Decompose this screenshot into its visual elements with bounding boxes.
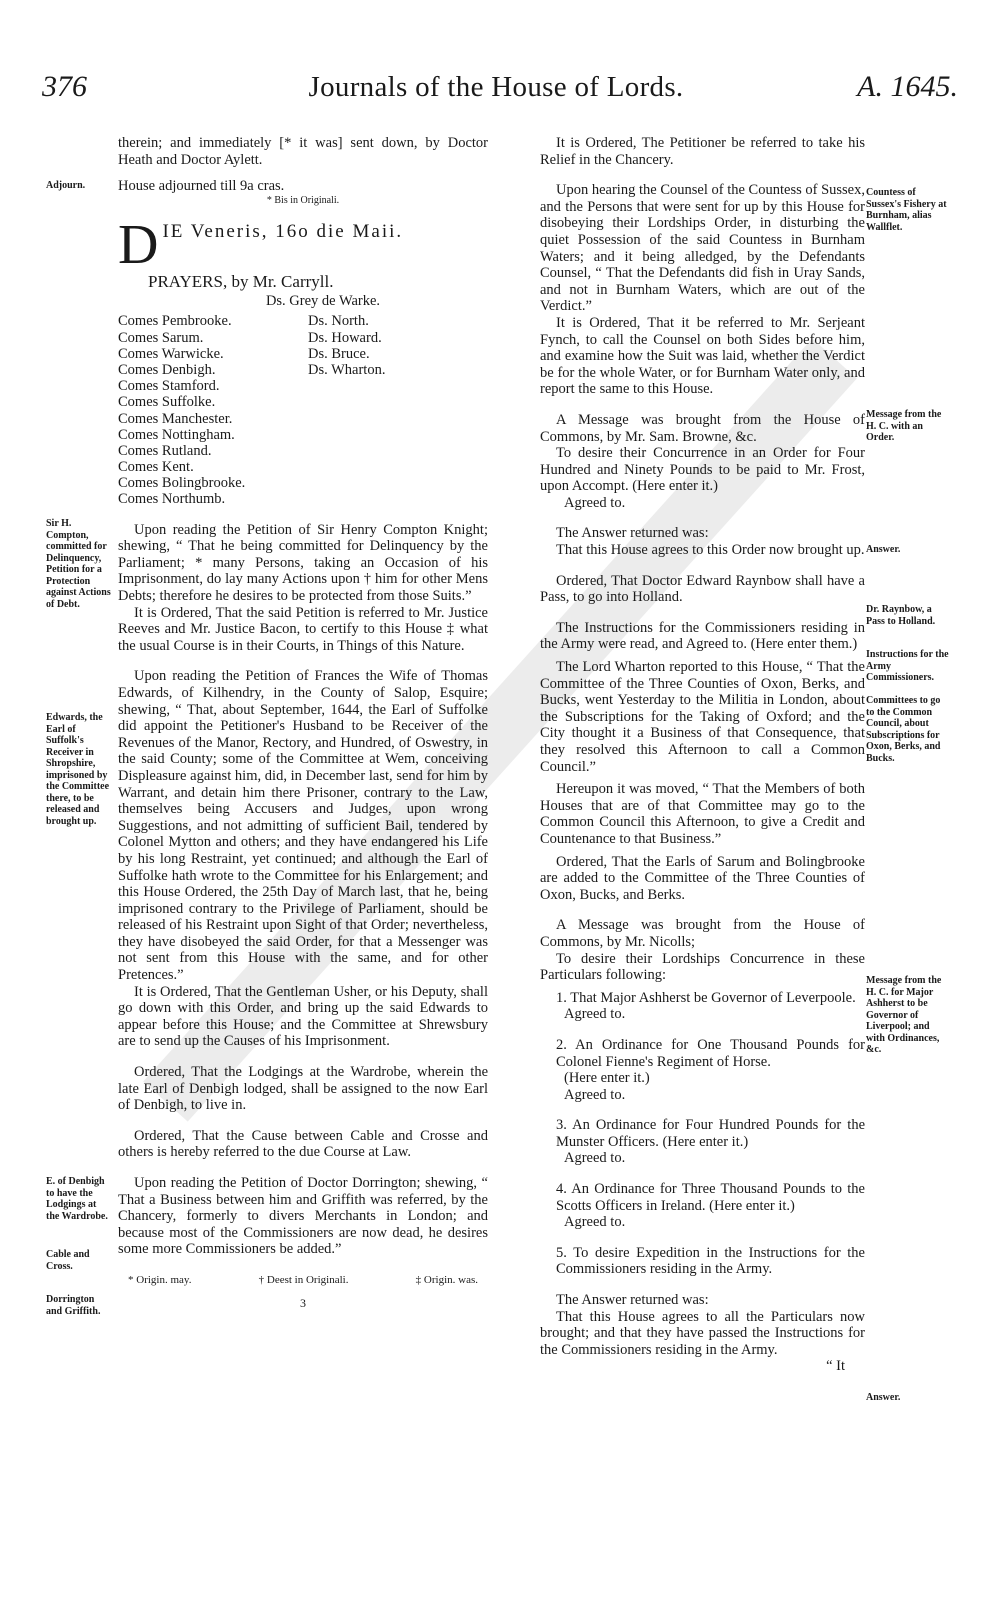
particular-item: 3. An Ordinance for Four Hundred Pounds for the Munster Officers. (Here enter it.) [556,1117,865,1150]
particular-item: 4. An Ordinance for Three Thousand Pounds to the Scotts Officers in Ireland. (Here enter it.) [556,1181,865,1214]
footnote-bis: * Bis in Originali. [266,194,340,206]
chancery-order: It is Ordered, The Petitioner be referred to take his Relief in the Chancery. [540,135,865,168]
compton-order: It is Ordered, That the said Petition is referred to Mr. Justice Reeves and Mr. Justice Bacon, to certify to this House ‡ what the usual Course is in their Courts, in Things of this Nature. [118,604,488,654]
denbigh-order: Ordered, That the Lodgings at the Wardrobe, wherein the late Earl of Denbigh lodged, shall be assigned to the now Earl of Denbigh, to live in. [118,1064,488,1114]
answer-1: That this House agrees to this Order now brought up. [556,542,865,559]
list-item: Comes Nottingham. [118,426,235,443]
list-item: Ds. Howard. [308,329,382,346]
agreed: Agreed to. [564,1214,626,1231]
particular-item: 2. An Ordinance for One Thousand Pounds for Colonel Fienne's Regiment of Horse. [556,1036,865,1070]
list-item: Comes Northumb. [118,491,226,508]
agreed: Agreed to. [564,1006,626,1023]
page-number: 376 [42,70,87,103]
message-2-body: To desire their Lordships Concurrence in these Particulars following: [540,950,865,984]
agreed: Agreed to. [564,494,626,511]
here-enter: (Here enter it.) [564,1070,650,1087]
year: A. 1645. [857,70,958,103]
attendance-list [118,313,488,507]
agreed: Agreed to. [564,1086,626,1103]
margin-note-message-1: Message from the H. C. with an Order. [866,409,942,443]
margin-note-adjourn: Adjourn. [46,180,86,191]
footnote: ‡ Origin. was. [415,1273,478,1286]
right-column [540,135,865,1375]
footnotes [118,1272,488,1289]
message-1: A Message was brought from the House of Commons, by Mr. Sam. Browne, &c. [540,411,865,445]
message-1-body: To desire their Concurrence in an Order for Four Hundred and Ninety Pounds to be paid to Mr. Frost, upon Accompt. (Here enter it.) [540,445,865,495]
domini-list [308,313,468,507]
margin-note-instructions: Instructions for the Army Commissioners. [866,649,949,683]
list-item: Comes Warwicke. [118,345,224,362]
session-date: IE Veneris, 16o die Maii. [162,220,404,242]
journal-title: Journals of the House of Lords. [308,71,684,103]
catchword: “ It [826,1358,845,1375]
margin-note-denbigh: E. of Denbigh to have the Lodgings at the Wardrobe. [46,1176,108,1222]
footnote: † Deest in Originali. [258,1273,349,1286]
list-item: Comes Suffolke. [118,394,216,411]
page-header [0,70,992,110]
speaker: Ds. Grey de Warke. [265,292,381,309]
margin-note-compton: Sir H. Compton, committed for Delinquency, Petition for a Protection against Actions of Debt. [46,518,111,610]
drop-cap: D [118,213,159,276]
list-item: Comes Kent. [118,459,194,476]
margin-note-message-2: Message from the H. C. for Major Ashherst to be Governor of Liverpool; and with Ordinances, &c. [866,975,942,1055]
margin-note-committees: Committees to go to the Common Council, about Subscriptions for Oxon, Berks, and Bucks. [866,695,941,764]
left-column [118,135,488,1311]
sarum-order: Ordered, That the Earls of Sarum and Bolingbrooke are added to the Committee of the Three Counties of Oxon, Bucks, and Berks. [540,853,865,903]
hereupon-motion: Hereupon it was moved, “ That the Members of both Houses that are of that Committee may go to the Common Council this Afternoon, to give a Credit and Countenance to that Business.” [540,781,865,847]
sussex-hearing: Upon hearing the Counsel of the Countess of Sussex, and the Persons that were sent for up by this House for disobeying their Lordships Order, in disturbing the quiet Possession of the said Countess in Burnham Waters; and it being alledged, by the Defendants Counsel, “ That the Defendants did fish in Uray Sands, and not in Burnham Waters, which are out of the Verdict.” [540,182,865,315]
message-2: A Message was brought from the House of Commons, by Mr. Nicolls; [540,917,865,950]
raynbow-order: Ordered, That Doctor Edward Raynbow shall have a Pass, to go into Holland. [540,572,865,606]
edwards-order: It is Ordered, That the Gentleman Usher, or his Deputy, shall go down with this Order, and bring up the said Edwards to appear before this House; and the Committee at Shrewsbury are to send up the Causes of his Imprisonment. [118,983,488,1050]
instructions: The Instructions for the Commissioners residing in the Army were read, and Agreed to. (Here enter them.) [540,619,865,653]
particular-item: 5. To desire Expedition in the Instructions for the Commissioners residing in the Army. [556,1244,865,1278]
list-item: Comes Pembrooke. [118,313,232,330]
sussex-order: It is Ordered, That it be referred to Mr. Serjeant Fynch, to call the Counsel on both Sides before him, and examine how the Suit was laid, whether the Verdict be for the whole Water, or for Burnham Water only, and report the same to this House. [540,314,865,398]
compton-petition: Upon reading the Petition of Sir Henry Compton Knight; shewing, “ That he being committed for Delinquency by the Parliament; * many Persons, taking an Occasion of his Imprisonment, do lay many Actions upon † him for other Mens Debts; therefore he desires to be protected from those Suits.” [118,521,488,604]
list-item: Comes Denbigh. [118,361,216,378]
margin-note-sussex: Countess of Sussex's Fishery at Burnham, alias Wallflet. [866,187,947,233]
agreed: Agreed to. [564,1150,626,1167]
dorrington-petition: Upon reading the Petition of Doctor Dorrington; shewing, “ That a Business between him and Griffith was referred, by the Chancery, formerly to divers Merchants in London; and because most of the Commissioners are now dead, he desires some more Commissioners be added.” [118,1175,488,1258]
margin-note-edwards: Edwards, the Earl of Suffolk's Receiver in Shropshire, imprisoned by the Committee there, to be released and brought up. [46,712,110,827]
list-item: Comes Bolingbrooke. [118,475,246,492]
adjournment: House adjourned till 9a cras. [118,178,285,195]
list-item: Comes Sarum. [118,329,204,346]
margin-note-dorrington: Dorrington and Griffith. [46,1294,101,1317]
answer-heading: The Answer returned was: [556,1292,709,1309]
list-item: Ds. North. [308,313,369,330]
session-heading [118,213,488,276]
cable-order: Ordered, That the Cause between Cable and Crosse and others is hereby referred to the due Course at Law. [118,1127,488,1161]
list-item: Comes Stamford. [118,378,220,395]
signature-mark: 3 [300,1295,306,1310]
edwards-petition: Upon reading the Petition of Frances the Wife of Thomas Edwards, of Kilhendry, in the County of Salop, Esquire; shewing, “ That, about September, 1644, the Earl of Suffolke did appoint the Petitioner's Husband to be Receiver of the Revenues of the Manor, Rectory, and Hundred, of Oswestry, in the said County; some of the Committee at Wem, conceiving Displeasure against him, did, in December last, send for him by Warrant, and detain him there Prisoner, contrary to the Law, themselves being Accusers and Judges, upon wrong Suggestions, and not admitting of sufficient Bail, tendered by Colonel Mytton and others; and they have endangered his Life by his long Restraint, yet continued; and although the Earl of Suffolke hath wrote to the Committee for his Enlargement; and this House Ordered, the 25th Day of March last, that he, being imprisoned contrary to the Privilege of Parliament, should be released of his Restraint upon Sight of that Order; nevertheless, they have disobeyed the said Order, for that a Messenger was not sent from this House with the same, and for other Pretences.” [118,668,488,984]
particular-item: 1. That Major Ashherst be Governor of Leverpoole. [556,989,856,1006]
comes-list [118,313,308,507]
answer-heading: The Answer returned was: [556,525,709,542]
paragraph-continuation: therein; and immediately [* it was] sent down, by Doctor Heath and Doctor Aylett. [118,135,488,168]
margin-note-raynbow: Dr. Raynbow, a Pass to Holland. [866,604,936,627]
list-item: Ds. Wharton. [308,361,386,378]
list-item: Comes Rutland. [118,442,212,459]
margin-note-answer-1: Answer. [866,544,901,555]
list-item: Comes Manchester. [118,410,233,427]
footnote: * Origin. may. [128,1273,192,1286]
margin-note-answer-2: Answer. [866,1392,901,1403]
answer-2: That this House agrees to all the Particulars now brought; and that they have passed the Instructions for the Commissioners residing in the Army. [540,1308,865,1358]
list-item: Ds. Bruce. [308,345,370,362]
margin-note-cable: Cable and Cross. [46,1249,90,1272]
prayers: PRAYERS, by Mr. Carryll. [148,271,334,291]
wharton-report: The Lord Wharton reported to this House, “ That the Committee of the Three Counties of Oxon, Berks, and Bucks, went Yesterday to the Militia in London, about the Subscriptions for the Taking of Oxford; and the City thought it a Business of that Consequence, that they resolved this Afternoon to call a Common Council.” [540,659,865,775]
